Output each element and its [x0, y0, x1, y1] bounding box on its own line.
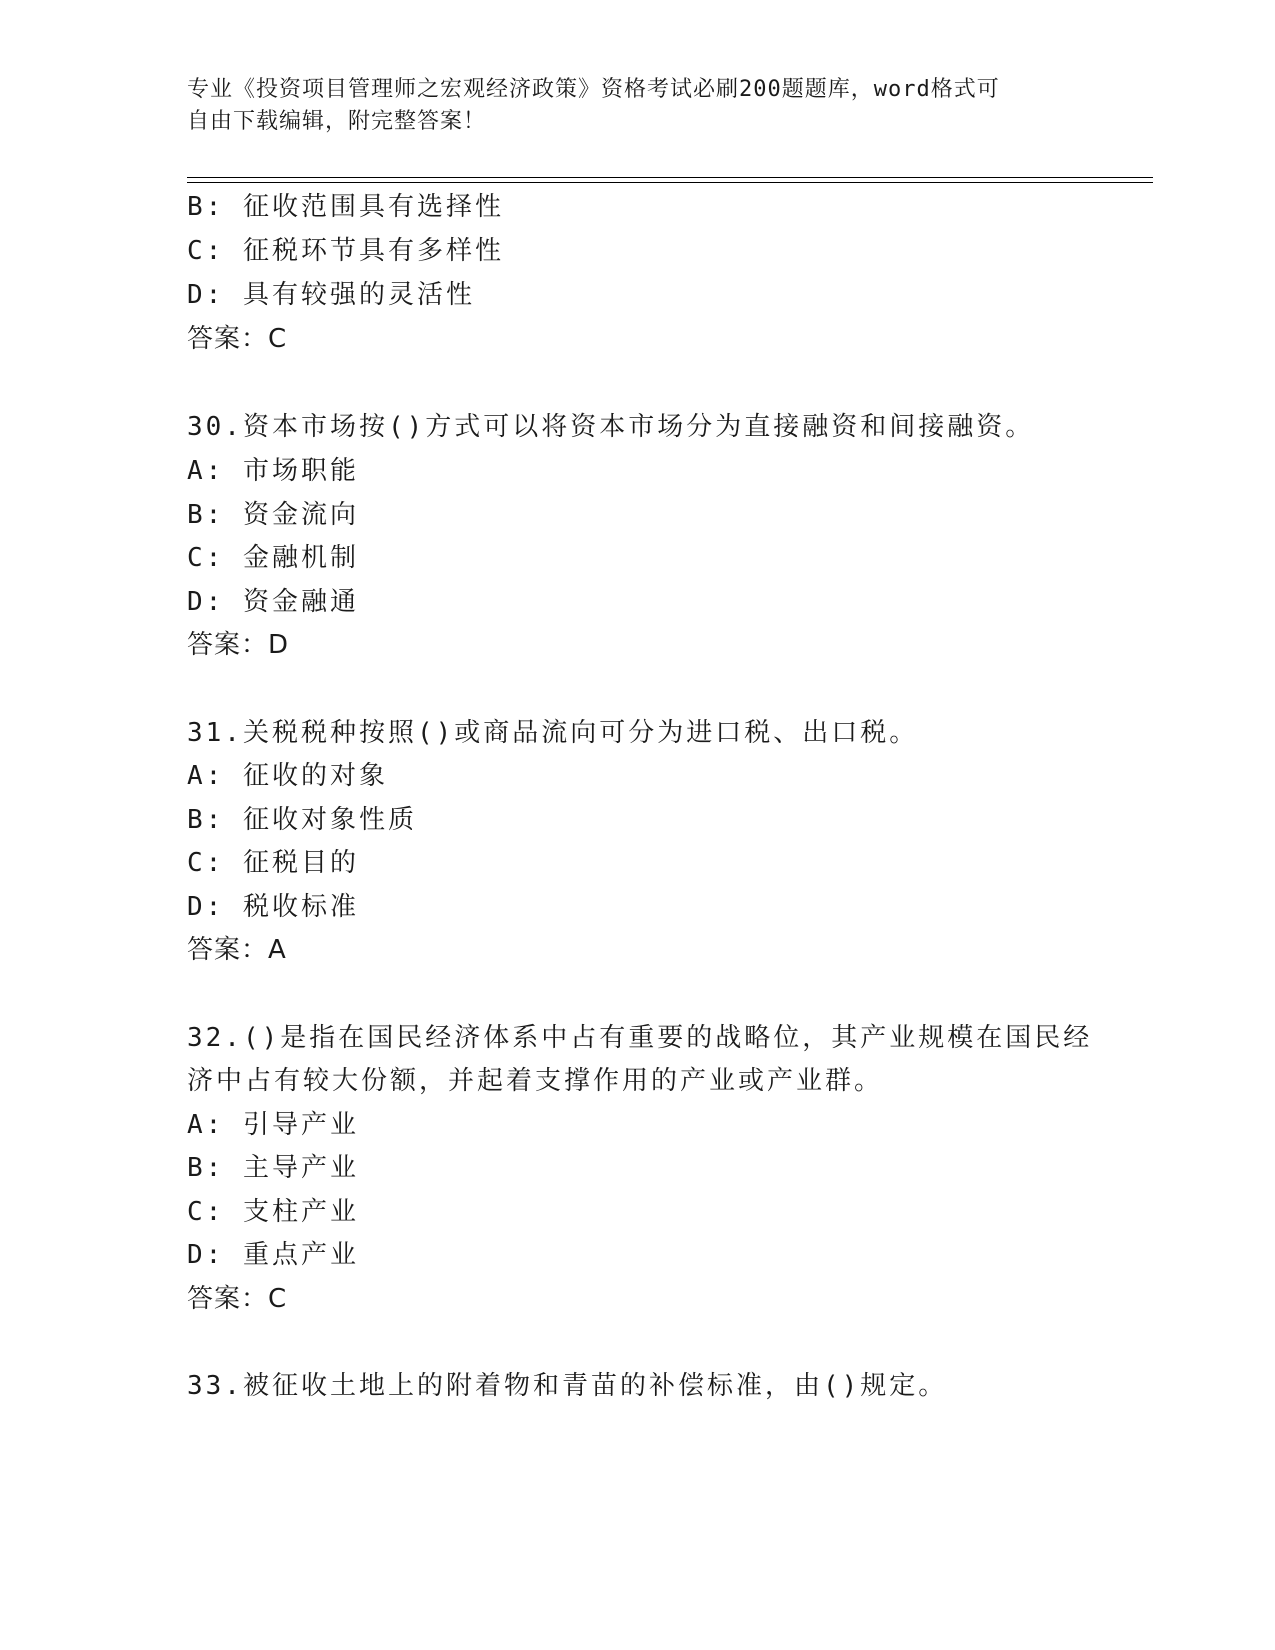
- q31-option-a: A: 征收的对象: [187, 761, 388, 791]
- header-line-1: 专业《投资项目管理师之宏观经济政策》资格考试必刷200题题库，word格式可: [187, 77, 1000, 102]
- q30-option-a: A: 市场职能: [187, 456, 359, 486]
- q31-stem: 31.关税税种按照()或商品流向可分为进口税、出口税。: [187, 718, 919, 748]
- header-divider-top: [187, 177, 1153, 178]
- q31-option-d: D: 税收标准: [187, 892, 359, 922]
- header-divider-bottom: [187, 182, 1153, 183]
- q32-option-d: D: 重点产业: [187, 1240, 359, 1270]
- q29-option-d: D: 具有较强的灵活性: [187, 280, 475, 310]
- q29-option-b: B: 征收范围具有选择性: [187, 192, 504, 222]
- q31-answer: 答案：A: [187, 935, 287, 965]
- q30-answer: 答案：D: [187, 630, 290, 660]
- q30-option-d: D: 资金融通: [187, 587, 359, 617]
- q30-option-c: C: 金融机制: [187, 543, 359, 573]
- q32-stem-line-2: 济中占有较大份额，并起着支撑作用的产业或产业群。: [187, 1066, 884, 1096]
- q32-answer: 答案：C: [187, 1284, 288, 1314]
- q32-option-a: A: 引导产业: [187, 1110, 359, 1140]
- q30-option-b: B: 资金流向: [187, 500, 359, 530]
- q29-answer: 答案：C: [187, 324, 288, 354]
- q33-stem: 33.被征收土地上的附着物和青苗的补偿标准，由()规定。: [187, 1371, 948, 1401]
- document-header: [187, 74, 1087, 138]
- q32-option-b: B: 主导产业: [187, 1153, 359, 1183]
- header-line-2: 自由下载编辑，附完整答案！: [187, 109, 487, 134]
- q32-stem-line-1: 32.()是指在国民经济体系中占有重要的战略位，其产业规模在国民经: [187, 1023, 1093, 1053]
- q30-stem: 30.资本市场按()方式可以将资本市场分为直接融资和间接融资。: [187, 412, 1035, 442]
- q32-option-c: C: 支柱产业: [187, 1197, 359, 1227]
- q29-option-c: C: 征税环节具有多样性: [187, 236, 504, 266]
- q31-option-b: B: 征收对象性质: [187, 805, 417, 835]
- q31-option-c: C: 征税目的: [187, 848, 359, 878]
